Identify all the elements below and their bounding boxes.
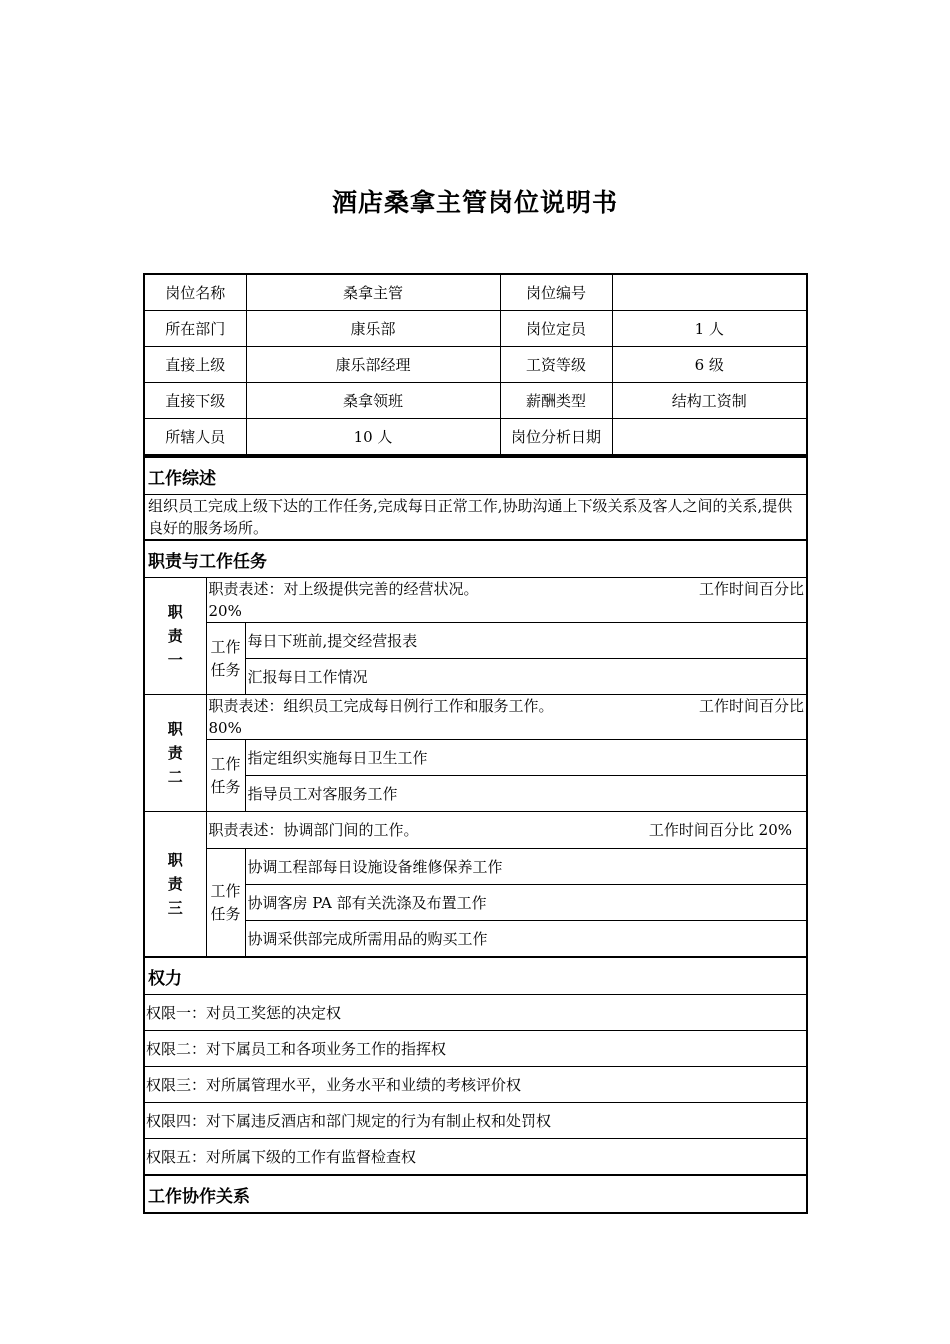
- duty-desc-row: [144, 695, 807, 740]
- duty-label: [144, 695, 206, 812]
- section-heading-summary: 工作综述: [144, 457, 807, 495]
- duty-description-line: [209, 819, 805, 841]
- info-value: [612, 419, 807, 456]
- duty-label: [144, 578, 206, 695]
- info-label: 岗位分析日期: [500, 419, 612, 456]
- task-row: [144, 849, 807, 885]
- summary-text: 组织员工完成上级下达的工作任务,完成每日正常工作,协助沟通上下级关系及客人之间的关系,提供良好的服务场所。: [144, 495, 807, 541]
- info-label: 直接下级: [144, 383, 246, 419]
- task-label-text: 工作任务: [210, 754, 241, 796]
- info-label: 岗位编号: [500, 274, 612, 311]
- task-item: 协调采供部完成所需用品的购买工作: [245, 921, 807, 958]
- authority-item: 权限二：对下属员工和各项业务工作的指挥权: [144, 1031, 807, 1067]
- section-heading-authority: 权力: [144, 957, 807, 995]
- authority-item: 权限一：对员工奖惩的决定权: [144, 995, 807, 1031]
- duty-description-text: 职责表述：组织员工完成每日例行工作和服务工作。: [208, 697, 554, 715]
- info-label: 岗位定员: [500, 311, 612, 347]
- task-item: 指导员工对客服务工作: [245, 776, 807, 812]
- duty-time-percent-value: 20%: [208, 602, 242, 620]
- info-row: [144, 383, 807, 419]
- duty-description: [206, 812, 807, 849]
- authority-item: 权限五：对所属下级的工作有监督检查权: [144, 1139, 807, 1176]
- section-heading-duties: 职责与工作任务: [144, 540, 807, 578]
- info-row: [144, 347, 807, 383]
- info-row: [144, 311, 807, 347]
- info-row: [144, 419, 807, 456]
- duty-description-text: 职责表述：对上级提供完善的经营状况。: [208, 580, 479, 598]
- duty-label-text: 职责一: [167, 603, 183, 669]
- info-value: 结构工资制: [612, 383, 807, 419]
- task-row: [144, 740, 807, 776]
- info-label: 薪酬类型: [500, 383, 612, 419]
- duty-description: [206, 578, 807, 623]
- duty-label-text: 职责二: [167, 720, 183, 786]
- authority-row: [144, 1067, 807, 1103]
- duty-description-text: 职责表述：协调部门间的工作。: [208, 821, 419, 839]
- info-value: 桑拿主管: [246, 274, 500, 311]
- basic-info-table: [143, 273, 808, 456]
- task-label: [206, 623, 245, 695]
- task-item: 每日下班前,提交经营报表: [245, 623, 807, 659]
- task-label: [206, 740, 245, 812]
- authority-row: [144, 995, 807, 1031]
- info-label: 直接上级: [144, 347, 246, 383]
- task-label-text: 工作任务: [210, 637, 241, 679]
- duty-desc-row: [144, 578, 807, 623]
- duty-desc-row: [144, 812, 807, 849]
- info-value: [612, 274, 807, 311]
- duty-description: [206, 695, 807, 740]
- info-value: 6 级: [612, 347, 807, 383]
- task-item: 汇报每日工作情况: [245, 659, 807, 695]
- duty-label: [144, 812, 206, 958]
- authority-row: [144, 1031, 807, 1067]
- authority-row: [144, 1139, 807, 1176]
- info-value: 10 人: [246, 419, 500, 456]
- duty-label-text: 职责三: [167, 851, 183, 917]
- duty-time-percent-label: 工作时间百分比 20%: [648, 821, 792, 839]
- duty-time-percent-label: 工作时间百分比: [698, 697, 804, 715]
- info-value: 康乐部经理: [246, 347, 500, 383]
- job-description-form: [143, 273, 806, 1214]
- duty-description-line: [209, 578, 805, 600]
- authority-item: 权限四：对下属违反酒店和部门规定的行为有制止权和处罚权: [144, 1103, 807, 1139]
- main-table: [143, 456, 808, 1214]
- task-item: 协调工程部每日设施设备维修保养工作: [245, 849, 807, 885]
- task-row: [144, 623, 807, 659]
- task-label: [206, 849, 245, 958]
- authority-row: [144, 1103, 807, 1139]
- duty-time-percent-label: 工作时间百分比: [698, 580, 804, 598]
- info-label: 所在部门: [144, 311, 246, 347]
- task-label-text: 工作任务: [210, 881, 241, 923]
- info-value: 桑拿领班: [246, 383, 500, 419]
- info-value: 1 人: [612, 311, 807, 347]
- task-item: 指定组织实施每日卫生工作: [245, 740, 807, 776]
- duty-description-line: [209, 695, 805, 717]
- task-item: 协调客房 PA 部有关洗涤及布置工作: [245, 885, 807, 921]
- info-label: 岗位名称: [144, 274, 246, 311]
- info-label: 所辖人员: [144, 419, 246, 456]
- page-title: 酒店桑拿主管岗位说明书: [331, 188, 618, 217]
- section-heading-cooperation: 工作协作关系: [144, 1175, 807, 1213]
- duty-time-percent-value: 80%: [208, 719, 242, 737]
- info-label: 工资等级: [500, 347, 612, 383]
- info-value: 康乐部: [246, 311, 500, 347]
- info-row: [144, 274, 807, 311]
- authority-item: 权限三：对所属管理水平，业务水平和业绩的考核评价权: [144, 1067, 807, 1103]
